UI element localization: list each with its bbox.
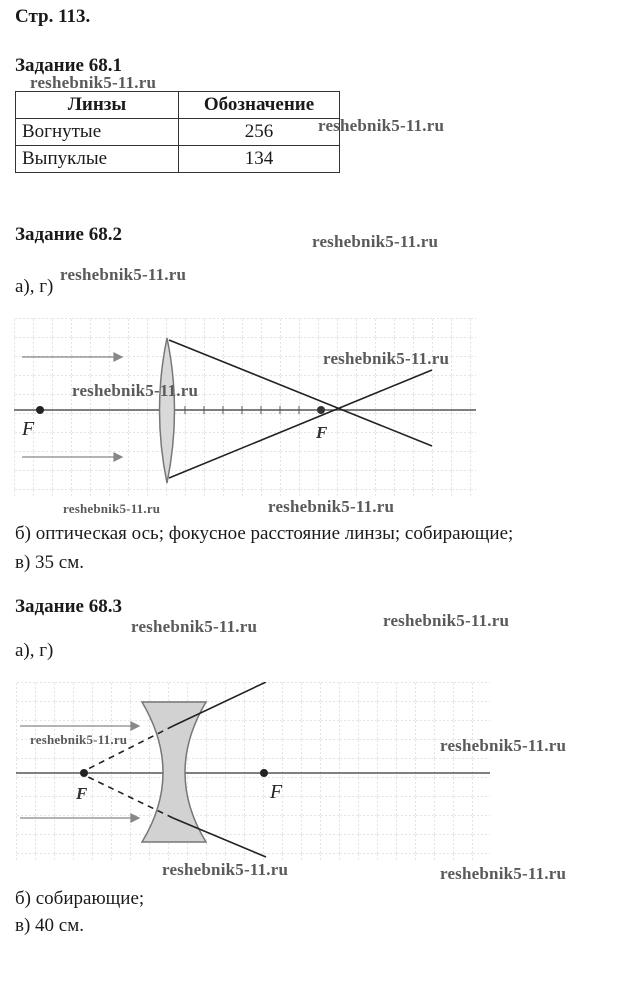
task-68-3-answer-b: б) собирающие; <box>15 888 145 909</box>
task-68-2-answer-a: а), г) <box>15 276 54 297</box>
page-title: Стр. 113. <box>15 6 91 27</box>
table-row <box>16 119 340 146</box>
converging-lens-diagram <box>14 318 476 498</box>
focus-label-right: F <box>316 423 328 442</box>
task-68-1-title: Задание 68.1 <box>15 55 122 76</box>
focus-label-left: F <box>22 418 35 440</box>
watermark: reshebnik5-11.ru <box>440 864 567 883</box>
task-68-3-title: Задание 68.3 <box>15 596 122 617</box>
table-cell-designation: 134 <box>179 146 340 173</box>
watermark: reshebnik5-11.ru <box>72 381 199 400</box>
watermark: reshebnik5-11.ru <box>63 501 161 516</box>
focus-point-left <box>80 769 88 777</box>
watermark: reshebnik5-11.ru <box>323 349 450 368</box>
focus-point-right <box>260 769 268 777</box>
watermark: reshebnik5-11.ru <box>60 265 187 284</box>
focus-label-left: F <box>76 784 88 803</box>
watermark: reshebnik5-11.ru <box>440 736 567 755</box>
watermark: reshebnik5-11.ru <box>268 497 395 516</box>
table-cell-lens-type: Вогнутые <box>16 119 179 146</box>
watermark: reshebnik5-11.ru <box>131 617 258 636</box>
task-68-2-answer-b: б) оптическая ось; фокусное расстояние линзы; собирающие; <box>15 523 514 544</box>
task-68-2-answer-c: в) 35 см. <box>15 552 85 573</box>
diverging-lens-diagram <box>16 682 490 862</box>
watermark: reshebnik5-11.ru <box>312 232 439 251</box>
focus-label-right: F <box>270 781 283 803</box>
task-68-3-answer-a: а), г) <box>15 640 54 661</box>
table-header-lenses: Линзы <box>16 92 179 119</box>
table-cell-designation: 256 <box>179 119 340 146</box>
watermark: reshebnik5-11.ru <box>162 860 289 879</box>
task-68-2-title: Задание 68.2 <box>15 224 122 245</box>
focus-point-left <box>36 406 44 414</box>
watermark: reshebnik5-11.ru <box>30 73 157 92</box>
watermark: reshebnik5-11.ru <box>30 732 128 747</box>
table-header-designation: Обозначение <box>179 92 340 119</box>
focus-point-right <box>317 406 325 414</box>
table-cell-lens-type: Выпуклые <box>16 146 179 173</box>
watermark: reshebnik5-11.ru <box>318 116 445 135</box>
watermark: reshebnik5-11.ru <box>383 611 510 630</box>
grid <box>14 318 476 498</box>
table-header-row <box>16 92 340 119</box>
task-68-3-answer-c: в) 40 см. <box>15 915 85 936</box>
table-row <box>16 146 340 173</box>
lens-table <box>15 91 340 173</box>
